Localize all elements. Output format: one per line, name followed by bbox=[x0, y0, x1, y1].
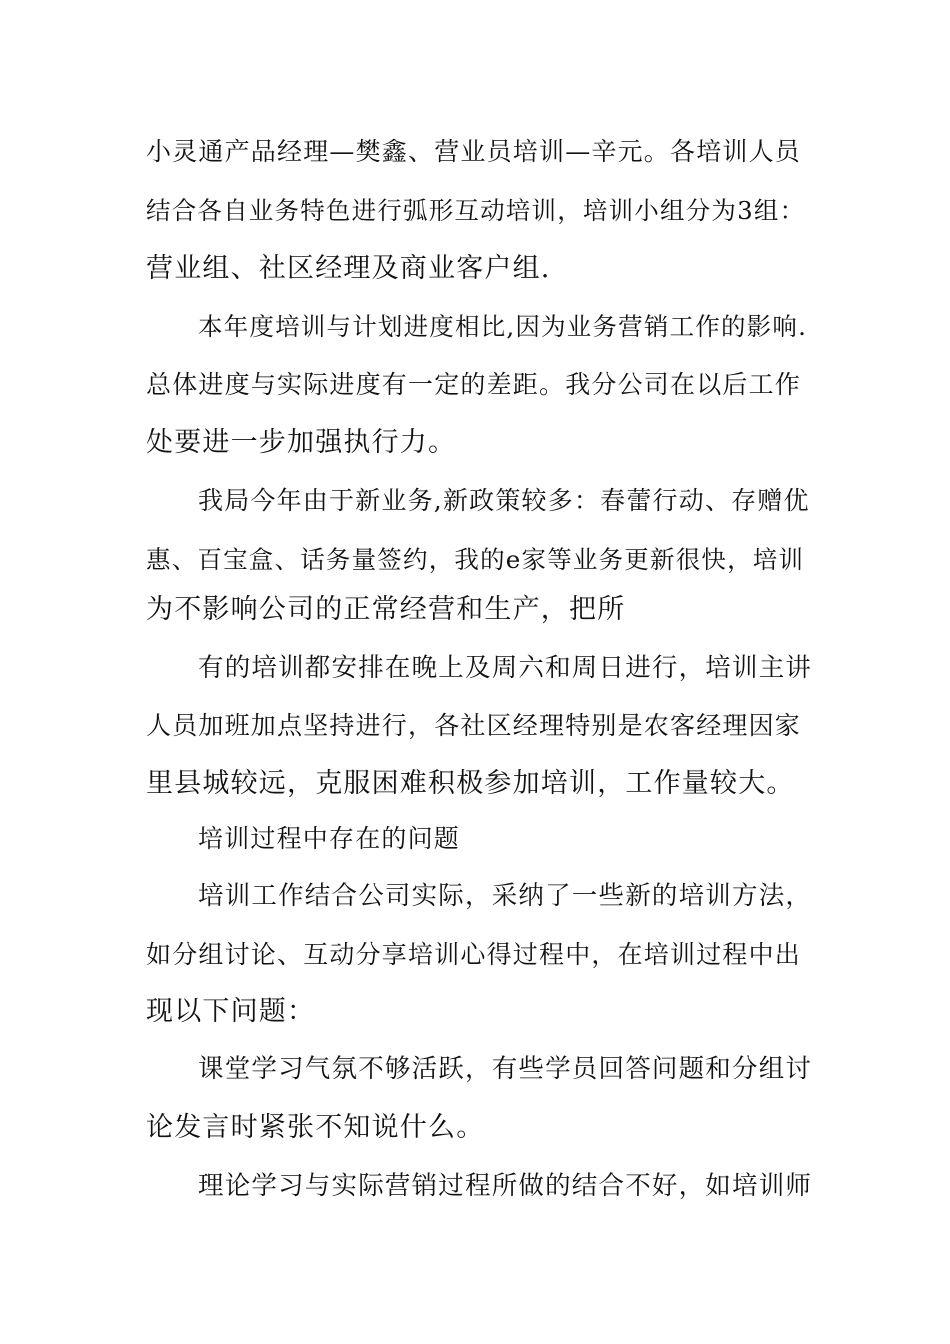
text-line: 论发言时紧张不知说什么。 bbox=[146, 1112, 485, 1143]
paragraph-first-line: 课堂学习气氛不够活跃，有些学员回答问题和分组讨 bbox=[198, 1054, 813, 1084]
text-line: 如分组讨论、互动分享培训心得过程中，在培训过程中出 bbox=[146, 940, 802, 969]
text-line: 为不影响公司的正常经营和生产，把所 bbox=[146, 594, 626, 625]
paragraph-first-line: 有的培训都安排在晚上及周六和周日进行，培训主讲 bbox=[198, 653, 813, 683]
text-line: 惠、百宝盒、话务量签约，我的e家等业务更新很快，培训 bbox=[146, 545, 805, 574]
paragraph-first-line: 本年度培训与计划进度相比,因为业务营销工作的影响. bbox=[198, 312, 808, 341]
text-line: 处要进一步加强执行力。 bbox=[146, 427, 457, 458]
text-line: 里县城较远，克服困难积极参加培训，工作量较大。 bbox=[146, 768, 795, 799]
text-line: 营业组、社区经理及商业客户组. bbox=[146, 253, 551, 284]
section-heading: 培训过程中存在的问题 bbox=[198, 824, 461, 853]
text-line: 小灵通产品经理—樊鑫、营业员培训—辛元。各培训人员 bbox=[146, 137, 802, 166]
text-line: 人员加班加点坚持进行，各社区经理特别是农客经理因家 bbox=[146, 711, 802, 740]
text-line: 现以下问题： bbox=[146, 996, 316, 1027]
paragraph-first-line: 理论学习与实际营销过程所做的结合不好，如培训师 bbox=[198, 1171, 813, 1201]
text-line: 结合各自业务特色进行弧形互动培训，培训小组分为3组： bbox=[146, 196, 806, 225]
text-line: 总体进度与实际进度有一定的差距。我分公司在以后工作 bbox=[146, 370, 802, 399]
paragraph-first-line: 培训工作结合公司实际，采纳了一些新的培训方法， bbox=[198, 881, 813, 911]
paragraph-first-line: 我局今年由于新业务,新政策较多：春蕾行动、存赠优 bbox=[198, 486, 810, 515]
